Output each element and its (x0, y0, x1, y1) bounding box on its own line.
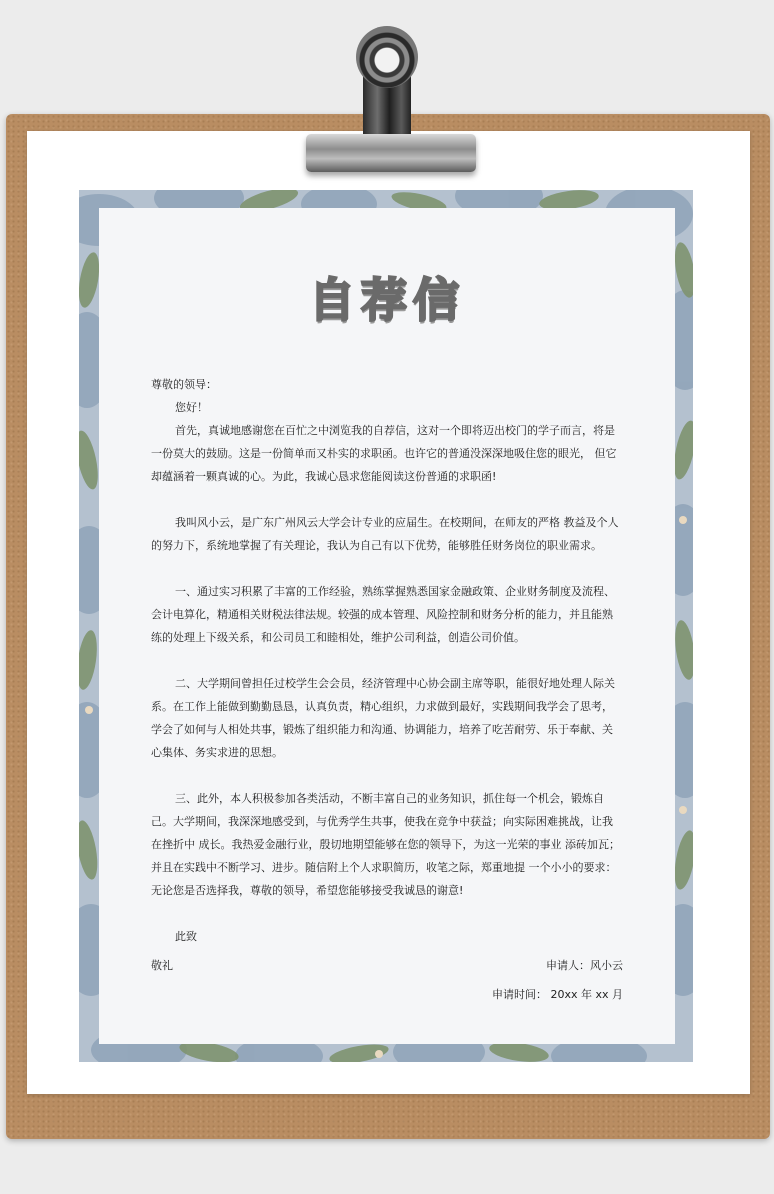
paragraph-activities: 三、此外，本人积极参加各类活动，不断丰富自己的业务知识，抓住每一个机会，锻炼自己。大学期间，我深深地感受到，与优秀学生共事，使我在竞争中获益；向实际困难挑战，让我在挫折中 成长。我热爱金融行业，殷切地期望能够在您的领导下，为这一光荣的事业 添砖加瓦；并且在实践中不断学习、进步。随信附上个人求职简历，收笔之际，郑重地提 一个小小的要求：无论您是否选择我，尊敬的领导，希望您能够接受我诚恳的谢意! (151, 792, 620, 897)
letter-body (151, 373, 623, 1006)
binder-clip-base (306, 134, 476, 172)
application-date: 申请时间： 20xx 年 xx 月 (491, 988, 623, 1001)
paragraph-intro: 首先，真诚地感谢您在百忙之中浏览我的自荐信，这对一个即将迈出校门的学子而言，将是一份莫大的鼓励。这是一份简单而又朴实的求职函。也许它的普通没深深地吸住您的眼光， 但它却蕴涵着一颗真诚的心。为此，我诚心恳求您能阅读这份普通的求职函! (151, 424, 617, 483)
greeting: 您好！ (175, 401, 208, 414)
regards: 敬礼 (151, 959, 173, 972)
paragraph-self-intro: 我叫风小云，是广东广州风云大学会计专业的应届生。在校期间，在师友的严格 教益及个人的努力下，系统地掌握了有关理论，我认为自己有以下优势，能够胜任财务岗位的职业需求。 (151, 516, 619, 552)
applicant-name: 申请人：风小云 (546, 959, 623, 972)
binder-clip-icon (356, 26, 418, 88)
salutation: 尊敬的领导： (151, 378, 217, 391)
paragraph-student-union: 二、大学期间曾担任过校学生会会员，经济管理中心协会副主席等职，能很好地处理人际关系。在工作上能做到勤勤恳恳，认真负责，精心组织，力求做到最好，实践期间我学会了思考，学会了如何与人相处共事，锻炼了组织能力和沟通、协调能力，培养了吃苦耐劳、乐于奉献、关心集体、务实求进的思想。 (151, 677, 615, 759)
letter-title: 自荐信 (309, 273, 465, 327)
closing: 此致 (175, 930, 197, 943)
paragraph-experience: 一、通过实习积累了丰富的工作经验，熟练掌握熟悉国家金融政策、企业财务制度及流程、会计电算化，精通相关财税法律法规。较强的成本管理、风险控制和财务分析的能力，并且能熟练的处理上下级关系，和公司员工和睦相处，维护公司利益，创造公司价值。 (151, 585, 615, 644)
letter-page (99, 208, 675, 1044)
